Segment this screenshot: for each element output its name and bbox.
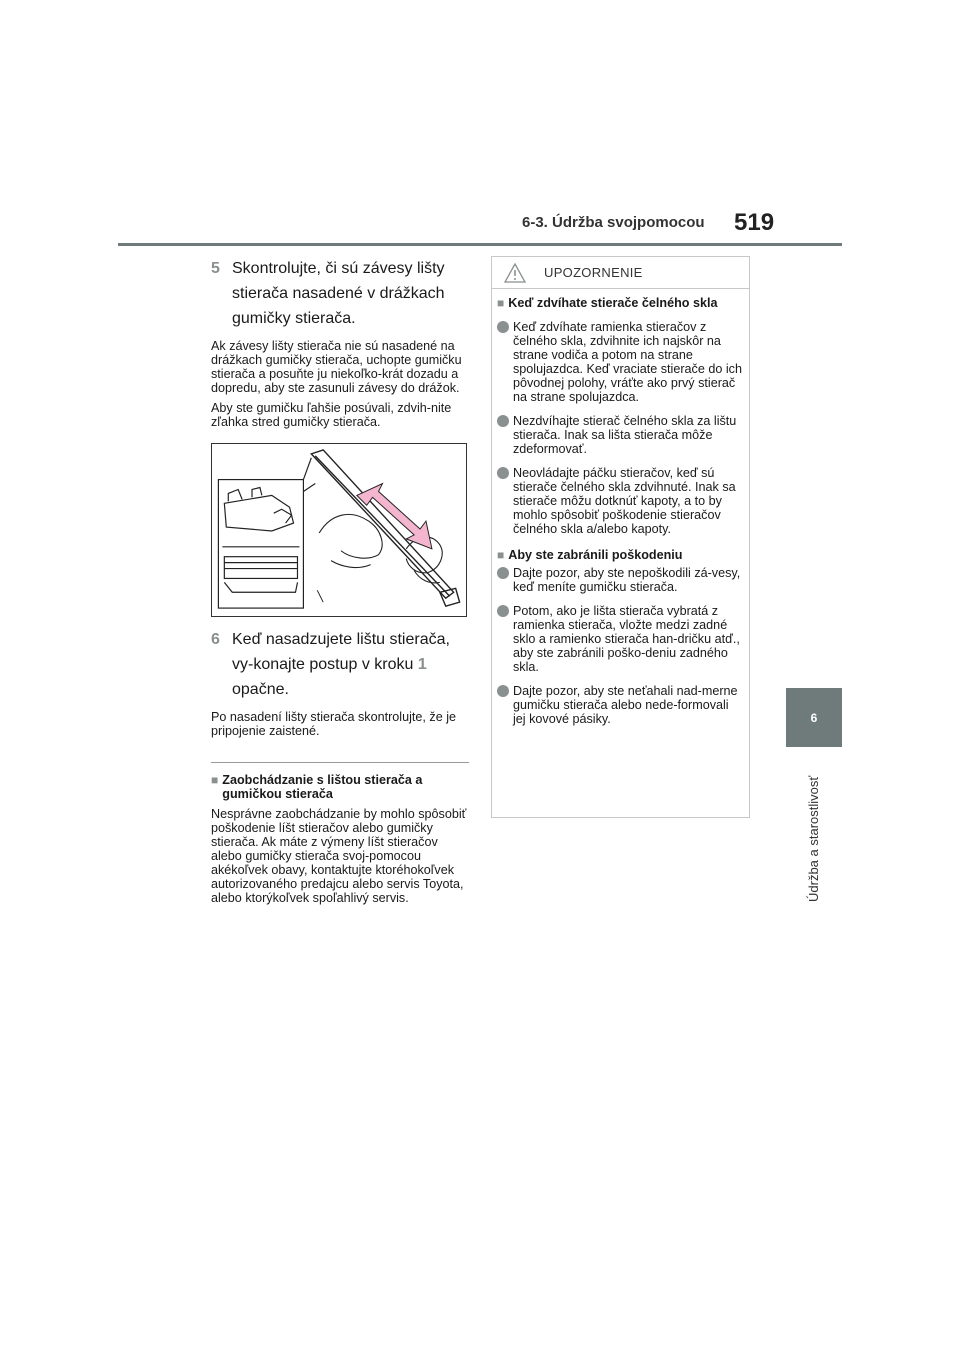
round-bullet-icon: [497, 415, 509, 427]
chapter-label-container: [786, 752, 842, 902]
square-bullet-icon: ■: [211, 773, 219, 787]
main-column: [211, 256, 469, 905]
warning-bullet: Potom, ako je lišta stierača vybratá z ramienka stierača, vložte medzi zadné sklo a ramienko stierača han-dričku atď., aby ste zabránili poško-deniu zadného skla.: [497, 604, 743, 674]
round-bullet-icon: [497, 467, 509, 479]
step-number: 5: [211, 260, 220, 277]
round-bullet-icon: [497, 685, 509, 697]
step-6-paragraph: Po nasadení lišty stierača skontrolujte, že je pripojenie zaistené.: [211, 710, 457, 738]
chapter-number: 6: [810, 710, 818, 725]
wiper-illustration: [211, 443, 467, 617]
round-bullet-icon: [497, 321, 509, 333]
step-title: Keď nasadzujete lištu stierača, vy-konajte postup v kroku 1 opačne.: [232, 631, 450, 698]
warning-heading-2: ■ Aby ste zabránili poškodeniu: [497, 548, 683, 562]
square-bullet-icon: ■: [497, 296, 505, 310]
warning-header: [492, 257, 749, 289]
handling-paragraph: Nesprávne zaobchádzanie by mohlo spôsobiť poškodenie líšt stieračov alebo gumičky stierača. Ak máte z výmeny líšt stieračov alebo gumičky stierača svoj-pomocou akékoľvek obavy, kontaktujte ktoréhokoľvek autorizovaného predajcu alebo servis Toyota, alebo ktorýkoľvek spoľahlivý servis.: [211, 807, 467, 905]
warning-box: [491, 256, 750, 818]
step-title: Skontrolujte, či sú závesy lišty stierača nasadené v drážkach gumičky stierača.: [232, 260, 445, 327]
round-bullet-icon: [497, 567, 509, 579]
handling-heading: ■ Zaobchádzanie s lištou stierača a gumičkou stierača: [211, 773, 423, 801]
warning-triangle-icon: [504, 263, 526, 283]
step-reference: 1: [417, 656, 427, 673]
header-divider: [118, 243, 842, 246]
chapter-label: Údržba a starostlivosť: [806, 775, 821, 902]
square-bullet-icon: ■: [497, 548, 505, 562]
section-title: 6-3. Údržba svojpomocou: [522, 214, 705, 231]
chapter-tab[interactable]: [786, 688, 842, 747]
page-number: 519: [734, 209, 775, 236]
step-5-paragraph-1: Ak závesy lišty stierača nie sú nasadené na drážkach gumičky stierača, uchopte gumičku stierača a posuňte ju niekoľko-krát dozadu a dopredu, aby ste zasunuli závesy do drážok.: [211, 339, 462, 395]
round-bullet-icon: [497, 605, 509, 617]
step-5-paragraph-2: Aby ste gumičku ľahšie posúvali, zdvih-nite zľahka stred gumičky stierača.: [211, 401, 452, 429]
warning-bullet: Neovládajte páčku stieračov, keď sú stierače čelného skla zdvihnuté. Inak sa stierače môžu dotknúť kapoty, a to by mohlo spôsobiť poškodenie stieračov čelného skla a/alebo kapoty.: [497, 466, 743, 536]
wiper-blade-diagram: [212, 444, 466, 616]
warning-bullet: Keď zdvíhate ramienka stieračov z čelného skla, zdvihnite ich najskôr na strane vodiča a potom na strane spolujazdca. Keď vraciate stierače do ich pôvodnej polohy, vráťte ako prvý stierač na strane spolujazdca.: [497, 320, 743, 404]
warning-title: UPOZORNENIE: [544, 265, 643, 280]
warning-bullet: Nezdvíhajte stierač čelného skla za lištu stierača. Inak sa lišta stierača môže zdeformovať.: [497, 414, 743, 456]
warning-bullet: Dajte pozor, aby ste nepoškodili zá-vesy, keď meníte gumičku stierača.: [497, 566, 743, 594]
step-number: 6: [211, 631, 220, 648]
step-6: [211, 627, 469, 702]
warning-heading-1: ■ Keď zdvíhate stierače čelného skla: [497, 296, 718, 310]
warning-bullet: Dajte pozor, aby ste neťahali nad-merne gumičku stierača alebo nede-formovali jej kovové pásiky.: [497, 684, 743, 726]
step-5: [211, 256, 469, 331]
warning-body: [492, 289, 749, 726]
inset-detail: [218, 458, 315, 608]
section-divider: [211, 762, 469, 763]
